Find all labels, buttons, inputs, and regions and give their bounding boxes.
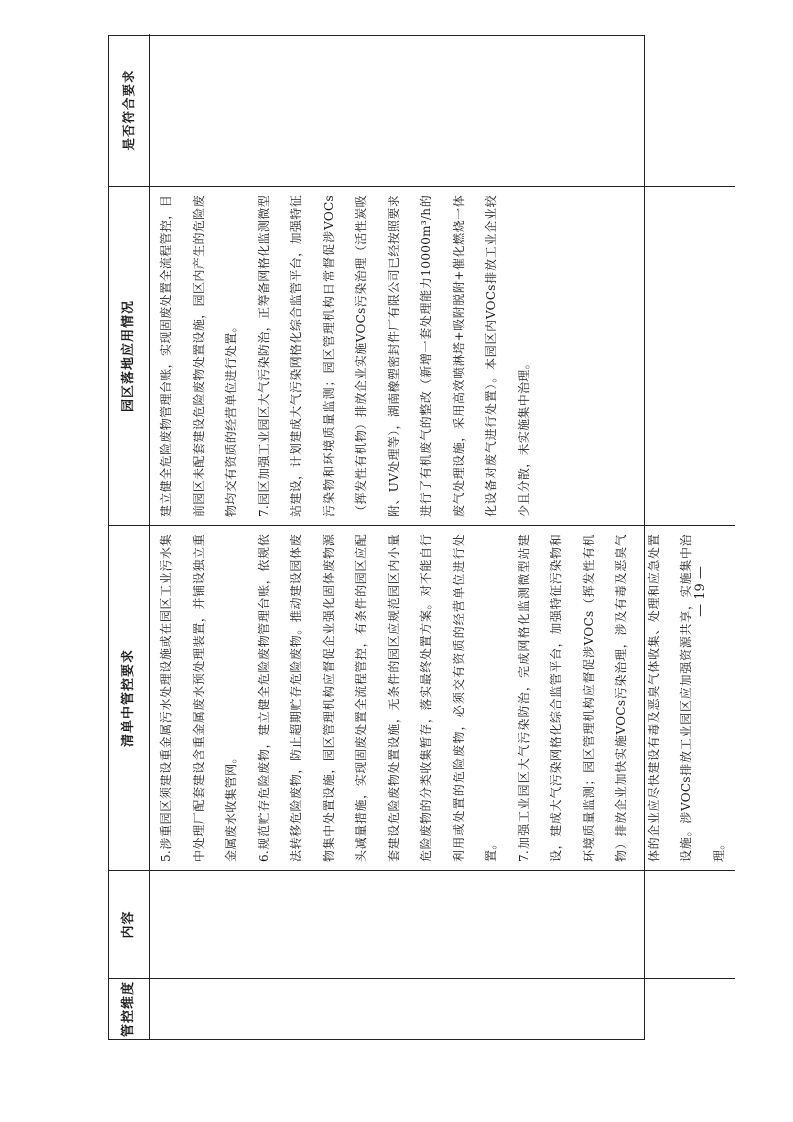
- requirement-item-6: 6.规范贮存危险废物，建立健全危险废物管理台账，依规依法转移危险废物，防止超期贮存危险废物。推动建设园体废物集中处置设施，园区管理机构应督促企业强化固体废物源头减量措施，实现固废处置全流程管控，有条件的园区应配套建设危险废物处置设施，无条件的园区应规范园区内小量危险废物的分类收集暂存，落实最终处置方案。对不能自行利用或处置的危险废物，必须交有资质的经营单位进行处置。: [256, 534, 498, 862]
- header-dimension: 管控维度: [109, 978, 150, 1039]
- requirement-item-7: 7.加强工业园区大气污染防治，完成网格化监测微型站建设，建成大气污染网格化综合监管平台，加强特征污染物和环境质量监测；园区管理机构应督促涉VOCs（挥发性有机物）排放企业加快实施VOCs污染治理，涉及有毒及恶臭气体的企业应尽快建设有毒及恶臭气体收集、处理和应急处置设施。涉VOCs排放工业园区应加强资源共享，实施集中治理。: [516, 534, 726, 862]
- situation-item-2: 7.园区加强工业园区大气污染防治，正筹备网格化监测微型站建设，计划建成大气污染网格化综合监管平台，加强特征污染物和环境质量监测；园区管理机构日常督促涉VOCs（挥发性有机物）排放企业实施VOCs污染治理（活性炭吸附、UV处理等），湖南橡塑密封件厂有限公司已经按照要求进行了有机废气的整改（新增一套处理能力10000m³/h的废气处理设施，采用高效喷淋塔+吸附脱附+催化燃烧一体化设备对废气进行处置）。本园区内VOCs排放工业企业较少且分散，未实施集中治理。: [256, 195, 531, 517]
- page-number: [690, 556, 710, 626]
- requirement-item-5: 5.涉重园区须建设重金属污水处理设施或在园区工业污水集中处理厂配套建设含重金属废水预处理装置，并铺设独立重金属废水收集管网。: [159, 534, 238, 862]
- cell-compliance: [150, 34, 735, 186]
- cell-requirements: [150, 525, 735, 870]
- header-situation: 园区落地应用情况: [109, 186, 150, 525]
- cell-content: [150, 870, 735, 978]
- header-requirements: 清单中管控要求: [109, 525, 150, 870]
- header-content: 内容: [109, 870, 150, 978]
- cell-dimension: [150, 978, 735, 1039]
- page-number-text: — 19 —: [692, 565, 708, 617]
- cell-situation: [150, 186, 735, 525]
- header-compliance: 是否符合要求: [109, 34, 150, 186]
- situation-item-1: 建立健全危险废物管理台账，实现固废处置全流程管控，目前园区未配套建设危险废物处置设施，园区内产生的危险废物均交有资质的经营单位进行处置。: [159, 195, 238, 517]
